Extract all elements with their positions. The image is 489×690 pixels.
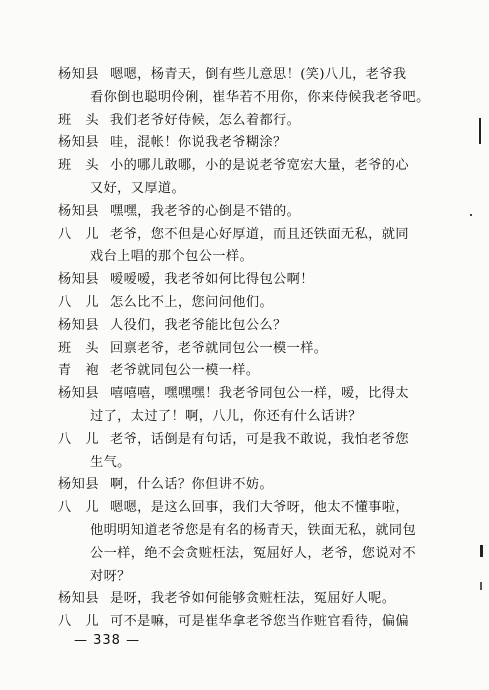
speech-text: 啊，什么话？你但讲不妨。: [110, 477, 274, 493]
script-dialogue: [58, 64, 438, 634]
dialogue-line: [58, 246, 438, 269]
dialogue-line: [58, 611, 438, 634]
speech-text: 我们老爷好侍候，怎么着都行。: [110, 112, 301, 128]
speaker-name: 八 儿: [58, 614, 100, 630]
dialogue-line: [58, 269, 438, 292]
speaker-name: 杨知县: [58, 591, 100, 607]
speech-text: 老爷，您不但是心好厚道，而且还铁面无私，就同: [110, 226, 409, 242]
dialogue-line: [58, 201, 438, 224]
speech-text: 公一样，绝不会贪赃枉法，冤屈好人，老爷，您说对不: [90, 545, 417, 561]
dialogue-line: [58, 338, 438, 361]
margin-mark: [480, 582, 482, 590]
speech-text: 过了，太过了！啊，八儿，你还有什么话讲？: [90, 408, 362, 424]
speech-text: 可不是嘛，可是崔华拿老爷您当作赃官看待，偏偏: [110, 614, 409, 630]
dialogue-line: [58, 64, 438, 87]
dialogue-line: [58, 406, 438, 429]
dialogue-line: [58, 224, 438, 247]
dialogue-line: [58, 497, 438, 520]
speech-text: 小的哪儿敢哪，小的是说老爷宽宏大量，老爷的心: [110, 158, 409, 174]
speaker-name: 杨知县: [58, 135, 100, 151]
speaker-name: 青 袍: [58, 363, 100, 379]
dialogue-line: [58, 292, 438, 315]
speaker-name: 班 头: [58, 112, 100, 128]
speaker-name: 八 儿: [58, 226, 100, 242]
margin-mark: [479, 118, 481, 144]
speech-text: 对呀？: [90, 568, 131, 584]
dialogue-line: [58, 543, 438, 566]
speech-text: 嘻嘻嘻，嘿嘿嘿！我老爷同包公一样，嗳，比得太: [110, 386, 409, 402]
dialogue-line: [58, 474, 438, 497]
speech-text: 又好，又厚道。: [90, 180, 186, 196]
speech-text: 回禀老爷，老爷就同包公一模一样。: [110, 340, 328, 356]
speech-text: 怎么比不上，您问问他们。: [110, 294, 274, 310]
dialogue-line: [58, 110, 438, 133]
speech-text: 戏台上唱的那个包公一样。: [90, 249, 254, 265]
speech-text: 嗯嗯，是这么回事，我们大爷呀，他太不懂事啦，: [110, 500, 409, 516]
speech-text: 是呀，我老爷如何能够贪赃枉法，冤屈好人呢。: [110, 591, 396, 607]
speaker-name: 八 儿: [58, 500, 100, 516]
dialogue-line: [58, 132, 438, 155]
dialogue-line: [58, 315, 438, 338]
speaker-name: 八 儿: [58, 294, 100, 310]
speech-text: 哇，混帐！你说我老爷糊涂？: [110, 135, 287, 151]
dialogue-line: [58, 360, 438, 383]
dialogue-line: [58, 452, 438, 475]
dialogue-line: [58, 520, 438, 543]
speaker-name: 杨知县: [58, 203, 100, 219]
dialogue-line: [58, 87, 438, 110]
speaker-name: 杨知县: [58, 272, 100, 288]
dialogue-line: [58, 155, 438, 178]
margin-mark: [480, 545, 483, 557]
dialogue-line: [58, 566, 438, 589]
speaker-name: 班 头: [58, 158, 100, 174]
page-number: — 338 —: [74, 633, 141, 648]
dialogue-line: [58, 383, 438, 406]
speaker-name: 杨知县: [58, 67, 100, 82]
speech-text: 生气。: [90, 454, 131, 470]
dialogue-line: [58, 429, 438, 452]
dialogue-line: [58, 588, 438, 611]
speck: [470, 214, 472, 216]
speaker-name: 杨知县: [58, 317, 100, 333]
speaker-name: 八 儿: [58, 431, 100, 447]
dialogue-line: [58, 178, 438, 201]
speech-text: 嗳嗳嗳，我老爷如何比得包公啊！: [110, 272, 314, 288]
speaker-name: 杨知县: [58, 477, 100, 493]
speech-text: 他明明知道老爷您是有名的杨青天，铁面无私，就同包: [90, 522, 417, 538]
speech-text: 嗯嗯，杨青天，倒有些儿意思！(笑)八儿，老爷我: [110, 67, 407, 82]
speech-text: 看你倒也聪明伶俐，崔华若不用你，你来侍候我老爷吧。: [90, 89, 430, 105]
speech-text: 老爷就同包公一模一样。: [110, 363, 260, 379]
speech-text: 嘿嘿，我老爷的心倒是不错的。: [110, 203, 301, 219]
speech-text: 人役们，我老爷能比包公么？: [110, 317, 287, 333]
speech-text: 老爷，话倒是有句话，可是我不敢说，我怕老爷您: [110, 431, 409, 447]
speaker-name: 班 头: [58, 340, 100, 356]
speaker-name: 杨知县: [58, 386, 100, 402]
